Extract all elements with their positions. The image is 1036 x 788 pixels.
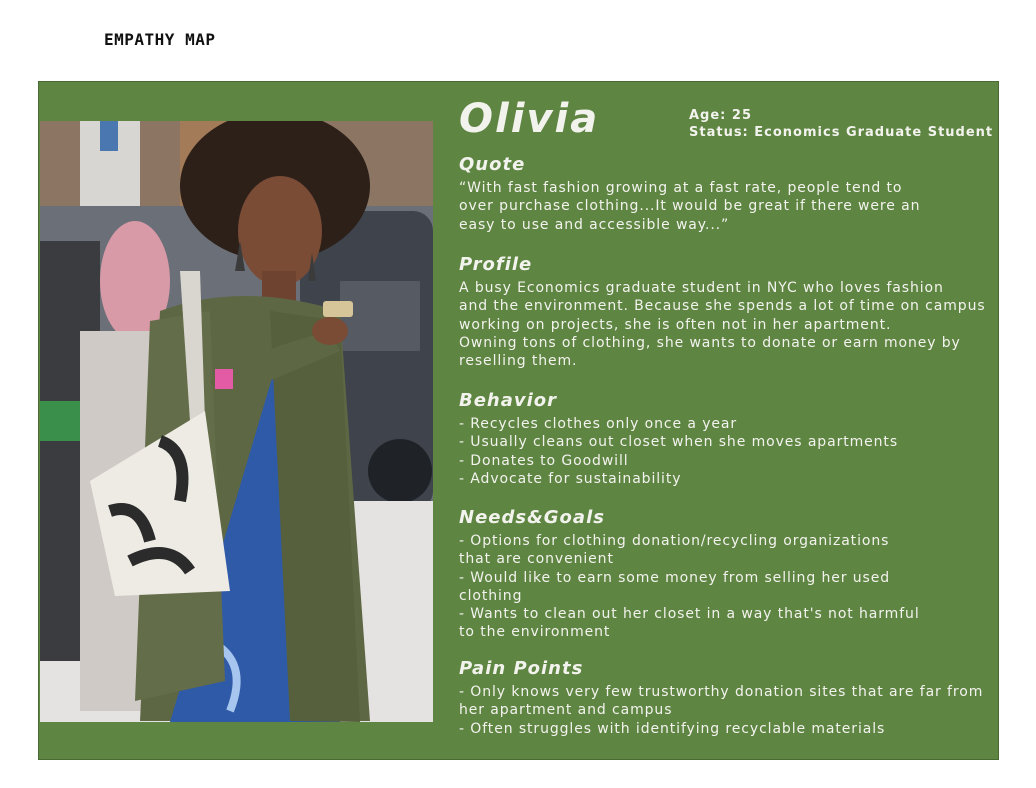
section-needs-goals xyxy=(459,507,989,642)
behavior-line: - Usually cleans out closet when she moves apartments xyxy=(459,434,899,451)
section-quote-title: Quote xyxy=(459,154,526,175)
page-title: EMPATHY MAP xyxy=(104,30,216,49)
profile-line: and the environment. Because she spends a lot of time on campus xyxy=(459,298,986,315)
persona-photo xyxy=(40,121,433,722)
section-pain-points xyxy=(459,658,989,738)
section-behavior xyxy=(459,390,989,488)
needs-goals-line: - Would like to earn some money from selling her used xyxy=(459,569,891,586)
profile-line: working on projects, she is often not in her apartment. xyxy=(459,316,892,333)
behavior-line: - Advocate for sustainability xyxy=(459,470,682,487)
quote-line: easy to use and accessible way...” xyxy=(459,216,730,233)
quote-line: “With fast fashion growing at a fast rate, people tend to xyxy=(459,180,903,196)
behavior-line: - Donates to Goodwill xyxy=(459,452,629,469)
persona-meta xyxy=(689,107,993,141)
section-quote xyxy=(459,154,989,234)
section-needs-goals-title: Needs&Goals xyxy=(459,507,605,528)
profile-line: reselling them. xyxy=(459,353,578,370)
needs-goals-line: to the environment xyxy=(459,624,611,641)
section-behavior-title: Behavior xyxy=(459,390,558,411)
profile-line: A busy Economics graduate student in NYC who loves fashion xyxy=(459,280,944,296)
pain-points-line: - Only knows very few trustworthy donation sites that are far from xyxy=(459,684,984,700)
section-profile-title: Profile xyxy=(459,254,533,275)
quote-line: over purchase clothing...It would be great if there were an xyxy=(459,198,921,215)
needs-goals-line: - Wants to clean out her closet in a way that's not harmful xyxy=(459,606,920,623)
persona-name: Olivia xyxy=(459,96,600,142)
pain-points-line: her apartment and campus xyxy=(459,702,673,719)
section-pain-points-title: Pain Points xyxy=(459,658,584,679)
pain-points-line: - Often struggles with identifying recyclable materials xyxy=(459,720,886,737)
persona-card xyxy=(38,81,999,760)
section-profile xyxy=(459,254,989,370)
persona-status: Status: Economics Graduate Student xyxy=(689,125,994,140)
profile-line: Owning tons of clothing, she wants to donate or earn money by xyxy=(459,334,961,351)
needs-goals-line: that are convenient xyxy=(459,551,614,568)
needs-goals-line: clothing xyxy=(459,587,523,604)
needs-goals-line: - Options for clothing donation/recycling organizations xyxy=(459,533,890,549)
persona-age: Age: 25 xyxy=(689,108,752,123)
behavior-line: - Recycles clothes only once a year xyxy=(459,416,738,432)
